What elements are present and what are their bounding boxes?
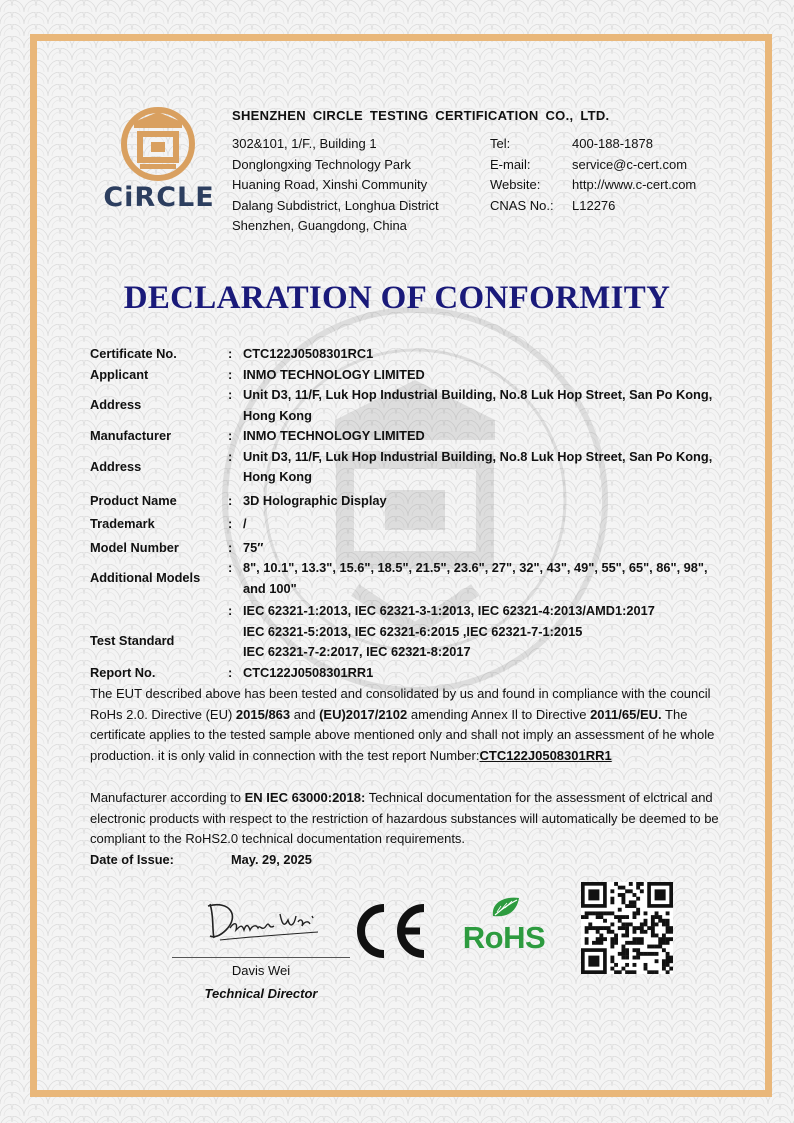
field-colon: : <box>228 428 233 443</box>
standard-line: IEC 62321-5:2013, IEC 62321-6:2015 ,IEC 62321-7-1:2015 <box>243 623 583 639</box>
field-colon: : <box>228 516 233 531</box>
text-run: The certificate applies to the tested sample above mentioned only and shall not imply an assessment of he whole production. it is only valid in connection with the test report Number: <box>90 706 715 763</box>
field-model-number <box>90 538 730 559</box>
contact-label: E-mail: <box>490 156 531 172</box>
field-colon: : <box>228 539 233 555</box>
field-value: CTC122J0508301RR1 <box>243 664 374 680</box>
document-title: DECLARATION OF CONFORMITY <box>123 280 671 316</box>
field-value: Unit D3, 11/F, Luk Hop Industrial Building, No.8 Luk Hop Street, San Po Kong, Hong Kong <box>243 387 713 423</box>
field-value: 75″ <box>243 539 264 555</box>
date-value: May. 29, 2025 <box>231 852 312 867</box>
contact-value: http://www.c-cert.com <box>572 177 697 193</box>
field-label: Trademark <box>90 516 155 531</box>
field-colon: : <box>228 346 233 361</box>
field-manufacturer <box>90 426 730 447</box>
contact-label: Tel: <box>490 136 511 151</box>
directive-ref: 2015/863 <box>235 706 291 722</box>
field-test-standard <box>90 601 730 663</box>
field-value: 8", 10.1", 13.3", 15.6", 18.5", 21.5", 23.6", 27", 32", 43", 49", 55", 65", 86", 98", and 100" <box>243 560 708 596</box>
field-label: Address <box>90 397 142 413</box>
signer-title: Technical Director <box>204 986 318 1001</box>
field-value: Unit D3, 11/F, Luk Hop Industrial Building, No.8 Luk Hop Street, San Po Kong, Hong Kong <box>243 448 713 484</box>
field-label: Manufacturer <box>90 428 172 443</box>
logo-wordmark: CiRCLE <box>103 182 215 213</box>
field-label: Address <box>90 458 142 474</box>
contact-tel <box>490 134 696 155</box>
field-colon: : <box>228 387 233 402</box>
field-value-lines <box>243 601 730 663</box>
field-colon: : <box>228 560 233 575</box>
qr-code-icon <box>581 882 673 974</box>
field-label: Test Standard <box>90 632 175 648</box>
field-value: INMO TECHNOLOGY LIMITED <box>243 366 425 382</box>
address-line: Dalang Subdistrict, Longhua District <box>232 197 439 213</box>
compliance-statement <box>90 684 730 766</box>
field-colon: : <box>228 366 233 382</box>
directive-ref: 2011/65/EU. <box>590 706 662 722</box>
text-run: Technical documentation for the assessment of elctrical and electronic products with respect to the restriction of hazardous substances will automatically be deemed to be compliant to the RoHS2.0 technical documentation requirements. <box>90 790 719 847</box>
contact-email <box>490 155 696 176</box>
field-label: Report No. <box>90 664 156 680</box>
standard-ref: EN IEC 63000:2018: <box>244 790 366 805</box>
field-value: / <box>243 516 247 531</box>
date-of-issue <box>90 852 312 867</box>
text-run: The EUT described above has been tested and consolidated by us and found in compliance with the council RoHs 2.0. Directive (EU) <box>90 686 711 722</box>
field-colon: : <box>228 603 233 618</box>
signer-name: Davis Wei <box>231 963 291 978</box>
field-label: Certificate No. <box>90 346 177 361</box>
field-certificate-no <box>90 344 730 365</box>
address-line: Shenzhen, Guangdong, China <box>232 218 407 234</box>
handwritten-signature <box>200 896 330 946</box>
contact-website <box>490 175 696 196</box>
address-line: Donglongxing Technology Park <box>232 156 411 172</box>
field-manufacturer-address <box>90 447 730 488</box>
field-additional-models <box>90 558 730 599</box>
text-run: Manufacturer according to <box>90 790 245 805</box>
standard-line: IEC 62321-7-2:2017, IEC 62321-8:2017 <box>243 644 471 659</box>
field-applicant <box>90 365 730 386</box>
field-value: INMO TECHNOLOGY LIMITED <box>243 428 425 443</box>
certificate-fields <box>90 344 730 683</box>
company-name: SHENZHEN CIRCLE TESTING CERTIFICATION CO., LTD. <box>232 108 610 123</box>
field-report-no <box>90 663 730 684</box>
ce-mark-icon <box>348 902 430 960</box>
field-label: Additional Models <box>90 570 201 586</box>
directive-ref: (EU)2017/2102 <box>319 706 408 722</box>
field-label: Model Number <box>90 539 179 555</box>
field-product-name <box>90 491 730 512</box>
field-label: Applicant <box>90 366 149 382</box>
field-colon: : <box>228 492 233 508</box>
company-contact <box>490 134 696 216</box>
technical-documentation-statement <box>90 788 730 850</box>
contact-value: service@c-cert.com <box>572 156 688 172</box>
signature-line <box>172 957 350 958</box>
field-trademark <box>90 514 730 535</box>
field-colon: : <box>228 664 233 680</box>
contact-value: L12276 <box>572 197 616 213</box>
field-applicant-address <box>90 385 730 426</box>
field-value: CTC122J0508301RC1 <box>243 346 374 361</box>
field-label: Product Name <box>90 492 177 508</box>
report-number-ref: CTC122J0508301RR1 <box>479 747 612 763</box>
company-address <box>232 134 439 237</box>
contact-label: CNAS No.: <box>490 197 554 213</box>
contact-cnas <box>490 196 696 217</box>
text-run: amending Annex Il to Directive <box>407 706 591 722</box>
field-value: 3D Holographic Display <box>243 492 387 508</box>
standard-line: IEC 62321-1:2013, IEC 62321-3-1:2013, IEC 62321-4:2013/AMD1:2017 <box>243 603 655 618</box>
text-run: and <box>290 706 320 722</box>
contact-value: 400-188-1878 <box>572 136 653 151</box>
date-label: Date of Issue: <box>90 852 174 867</box>
field-colon: : <box>228 448 233 464</box>
contact-label: Website: <box>490 177 541 193</box>
address-line: 302&101, 1/F., Building 1 <box>232 136 377 151</box>
address-line: Huaning Road, Xinshi Community <box>232 177 428 193</box>
rohs-mark: RoHS <box>462 920 546 955</box>
